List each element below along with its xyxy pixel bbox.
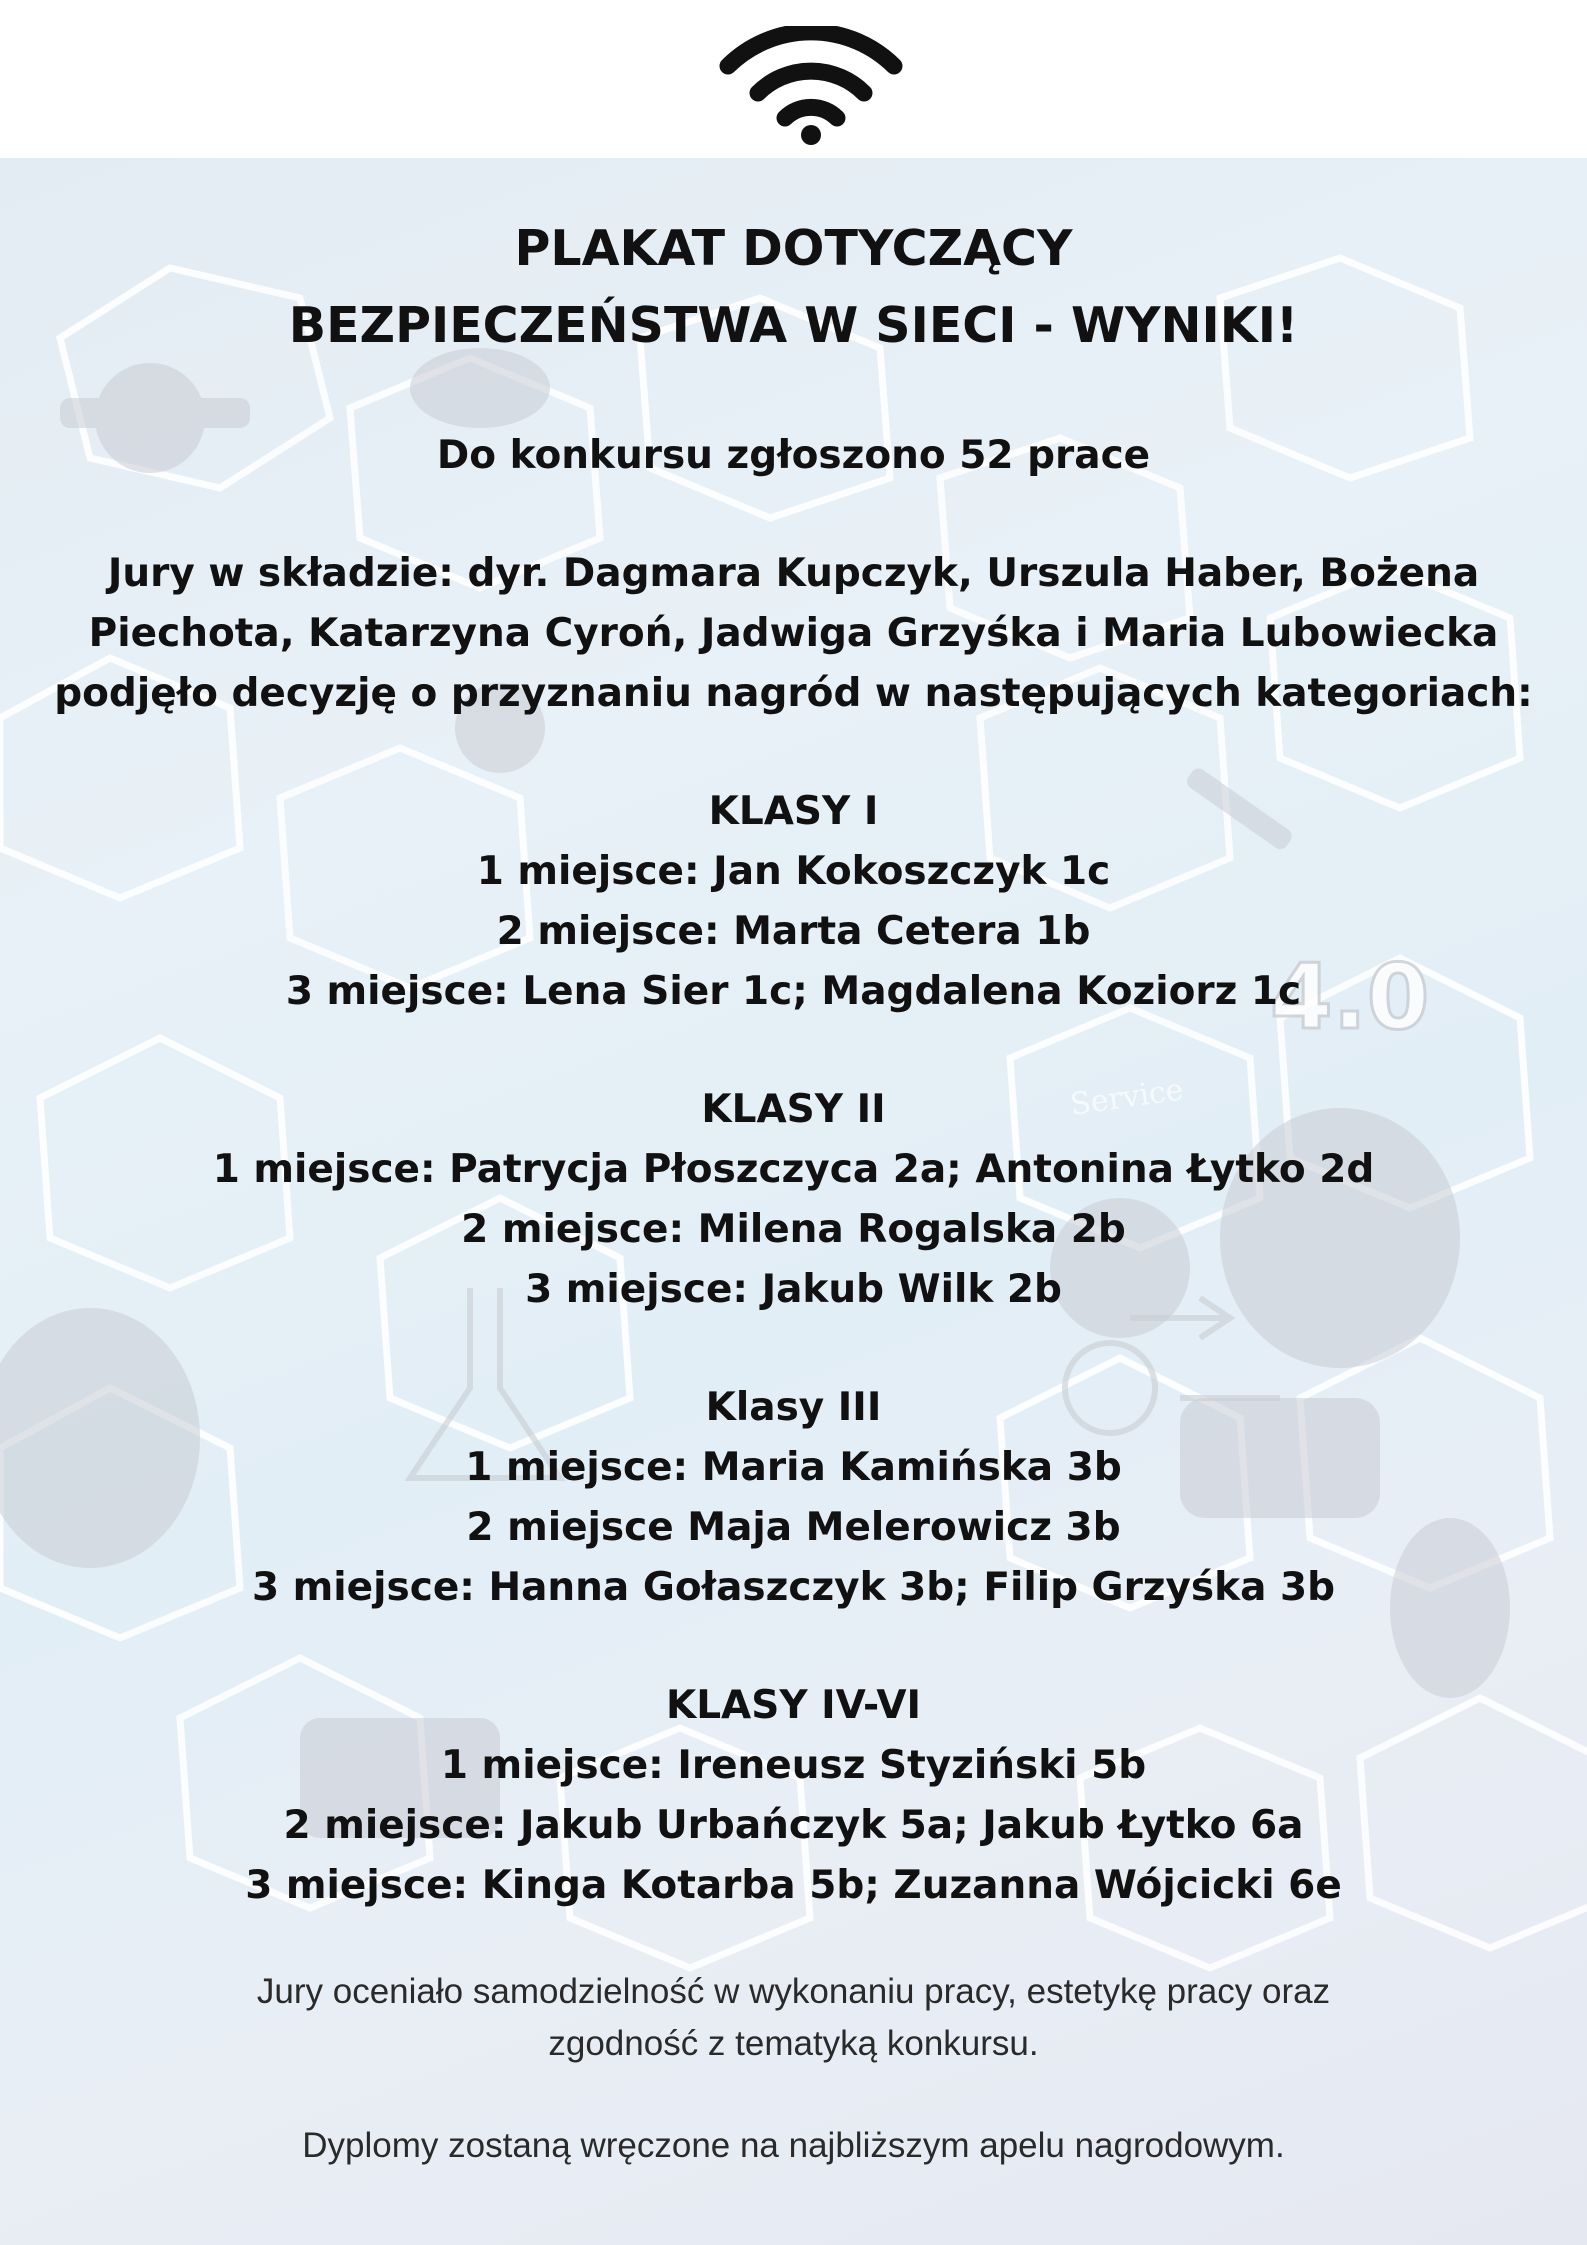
place-entry: 3 miejsce: Hanna Gołaszczyk 3b; Filip Grzyśka 3b	[251, 1565, 1336, 1610]
judging-criteria	[194, 1966, 1394, 2070]
place-entry: 1 miejsce: Jan Kokoszczyk 1c	[476, 849, 1111, 894]
category-heading: KLASY I	[708, 789, 879, 834]
title-line-1: PLAKAT DOTYCZĄCY	[514, 220, 1073, 277]
place-entry: 1 miejsce: Patrycja Płoszczyca 2a; Antonina Łytko 2d	[212, 1147, 1375, 1192]
background-service-label: Service	[1068, 1072, 1186, 1123]
category-heading: KLASY IV-VI	[665, 1683, 922, 1728]
place-entry: 2 miejsce: Jakub Urbańczyk 5a; Jakub Łytko 6a	[283, 1803, 1304, 1848]
diplomas-note: Dyplomy zostaną wręczone na najbliższym apelu nagrodowym.	[302, 2126, 1285, 2165]
category-heading: KLASY II	[701, 1087, 886, 1132]
background-badge: 4.0	[1270, 945, 1430, 1050]
poster-content	[0, 158, 1587, 2172]
criteria-line-2: zgodność z tematyką konkursu.	[548, 2024, 1039, 2063]
place-entry: 1 miejsce: Maria Kamińska 3b	[465, 1445, 1122, 1490]
place-entry: 3 miejsce: Kinga Kotarba 5b; Zuzanna Wójcicki 6e	[245, 1863, 1342, 1908]
jury-statement	[24, 544, 1564, 724]
category-heading: Klasy III	[705, 1385, 882, 1430]
place-entry: 2 miejsce: Marta Cetera 1b	[496, 909, 1091, 954]
header-strip	[0, 0, 1587, 158]
place-entry: 3 miejsce: Jakub Wilk 2b	[525, 1267, 1062, 1312]
place-entry: 2 miejsce Maja Melerowicz 3b	[466, 1505, 1121, 1550]
jury-line-2: Piechota, Katarzyna Cyroń, Jadwiga Grzyśka i Maria Lubowiecka	[88, 611, 1499, 656]
submissions-count: Do konkursu zgłoszono 52 prace	[436, 433, 1151, 478]
category-klasy-i	[0, 782, 1587, 1022]
place-entry: 1 miejsce: Ireneusz Styziński 5b	[440, 1743, 1147, 1788]
page-title	[0, 210, 1587, 364]
category-klasy-iv-vi	[0, 1676, 1587, 1916]
category-klasy-ii	[0, 1080, 1587, 1320]
jury-line-1: Jury w składzie: dyr. Dagmara Kupczyk, Urszula Haber, Bożena	[107, 551, 1480, 596]
title-line-2: BEZPIECZEŃSTWA W SIECI - WYNIKI!	[288, 297, 1299, 354]
jury-line-3: podjęło decyzję o przyznaniu nagród w następujących kategoriach:	[54, 671, 1533, 716]
place-entry: 2 miejsce: Milena Rogalska 2b	[461, 1207, 1126, 1252]
place-entry: 3 miejsce: Lena Sier 1c; Magdalena Koziorz 1c	[285, 969, 1302, 1014]
category-klasy-iii	[0, 1378, 1587, 1618]
wifi-icon	[718, 26, 904, 146]
criteria-line-1: Jury oceniało samodzielność w wykonaniu pracy, estetykę pracy oraz	[256, 1972, 1331, 2011]
